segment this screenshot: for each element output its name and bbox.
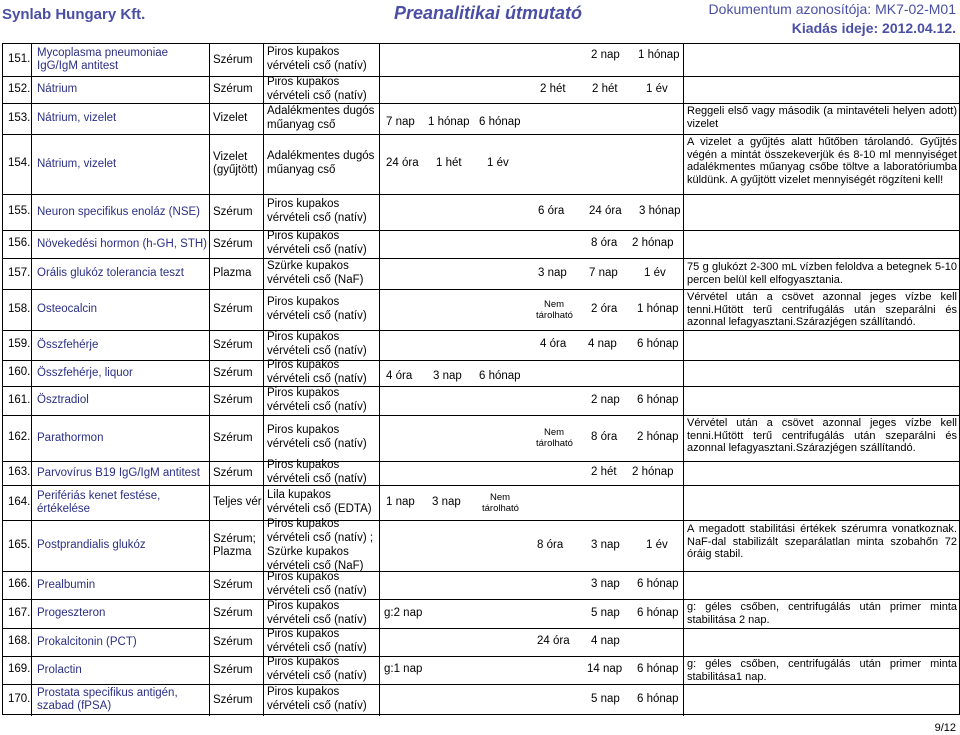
collection-tube: vérvételi cső (natív) [267, 212, 367, 224]
stability-value: 14 nap [587, 663, 623, 675]
stability-value: 3 nap [538, 266, 567, 279]
collection-tube: Piros kupakos [267, 295, 340, 308]
not-storable-label: tárolható [536, 309, 573, 321]
not-storable-label: Nem [544, 427, 565, 438]
test-name: Prostata specifikus antigén, [37, 687, 178, 699]
test-name: Prokalcitonin (PCT) [37, 635, 137, 648]
row-number: 165. [8, 538, 31, 551]
stability-value: 2 hónap [632, 237, 674, 249]
collection-tube: Adalékmentes dugós [267, 150, 375, 162]
test-name: Prealbumin [37, 578, 96, 591]
stability-value: 2 hét [591, 466, 617, 478]
stability-value: 2 hét [540, 82, 566, 95]
stability-value: 4 nap [588, 338, 617, 350]
test-name: Összfehérje [37, 338, 99, 351]
stability-value: 4 óra [540, 338, 567, 350]
stability-value: 24 óra [589, 205, 622, 217]
collection-tube: Piros kupakos [267, 198, 340, 210]
stability-value: 2 hónap [637, 431, 679, 443]
stability-value: 1 év [646, 82, 668, 95]
collection-tube: vérvételi cső (natív) [267, 89, 367, 102]
stability-value: 24 óra [386, 157, 419, 169]
not-storable-label: tárolható [482, 502, 519, 514]
collection-tube: Piros kupakos [267, 571, 340, 583]
stability-value: 6 hónap [479, 370, 521, 382]
row-divider [3, 628, 960, 629]
stability-value: 1 nap [386, 495, 415, 508]
document-title: Preanalitikai útmutató [394, 3, 583, 23]
sample-material: Plazma [213, 267, 252, 279]
sample-material: Szérum; [213, 532, 256, 545]
sample-material: Szérum [213, 635, 253, 648]
sample-material: Szérum [213, 607, 253, 619]
sample-note: A vizelet a gyűjtés alatt hűtőben tárolandó. Gyűjtés végén a mintát összekeverjük és 8-10 ml mennyiséget adalékmentes műanyag csőbe töltve a laboratóriumba küldünk. A gyűjtött vizelet mennyiségét rögzíteni kell! [687, 136, 957, 186]
collection-tube: vérvételi cső (natív) [267, 345, 367, 357]
stability-value: 3 nap [433, 370, 462, 382]
stability-value: 1 év [487, 157, 509, 169]
row-number: 169. [8, 663, 31, 675]
collection-tube: vérvételi cső (natív) [267, 60, 367, 72]
collection-tube: Piros kupakos [267, 459, 340, 471]
test-name: IgG/IgM antitest [37, 60, 119, 72]
sample-material: Szérum [213, 237, 253, 250]
collection-tube: Piros kupakos [267, 230, 340, 242]
sample-material: Szérum [213, 394, 253, 406]
collection-tube: Piros kupakos [267, 424, 340, 436]
collection-tube: Piros kupakos [267, 656, 340, 668]
row-divider [3, 520, 960, 521]
test-name: Osteocalcin [37, 303, 98, 315]
test-name: szabad (fPSA) [37, 700, 112, 712]
row-number: 155. [8, 205, 31, 217]
row-divider [3, 386, 960, 387]
company-name: Synlab Hungary Kft. [2, 6, 146, 23]
stability-value: 8 óra [537, 538, 564, 551]
test-name: Orális glukóz tolerancia teszt [37, 267, 185, 279]
collection-tube: Piros kupakos [267, 686, 340, 698]
collection-tube: vérvételi cső (NaF) [267, 559, 364, 572]
row-number: 158. [8, 302, 31, 315]
row-divider [3, 656, 960, 657]
collection-tube: Adalékmentes dugós [267, 104, 375, 117]
document-id: Dokumentum azonosítója: MK7-02-M01 [708, 1, 956, 17]
row-number: 163. [8, 466, 31, 478]
test-name: Parathormon [37, 431, 104, 444]
row-number: 166. [8, 578, 31, 590]
test-name: Progeszteron [37, 607, 106, 619]
collection-tube: vérvételi cső (natív) [267, 244, 367, 256]
sample-material: Vizelet [213, 112, 248, 124]
row-number: 161. [8, 393, 31, 406]
page-header [0, 0, 960, 42]
row-number: 152. [8, 82, 31, 95]
row-divider [3, 571, 960, 572]
stability-value: 4 nap [591, 635, 620, 647]
stability-value: 6 hónap [479, 115, 521, 128]
not-storable-label: Nem [490, 491, 511, 503]
sample-material: Szérum [213, 663, 253, 676]
row-divider [3, 76, 960, 77]
sample-material: Szérum [213, 578, 253, 591]
row-number: 154. [8, 157, 31, 169]
stability-value: 1 hónap [428, 115, 470, 128]
sample-note: Vérvétel után a csövet azonnal jeges vízbe kell tenni.Hűtött terű centrifugálás után szeparálni és azonnal lefagyasztani.Szárazjégen szállítandó. [687, 291, 957, 328]
collection-tube: vérvételi cső (natív) ; [267, 531, 374, 544]
stability-value: 7 nap [386, 115, 415, 128]
stability-value: 2 óra [591, 302, 618, 315]
collection-tube: vérvételi cső (natív) [267, 309, 367, 322]
collection-tube: Lila kupakos [267, 488, 331, 501]
stability-value: 1 hét [436, 157, 462, 169]
row-divider [3, 360, 960, 361]
row-number: 153. [8, 111, 31, 124]
row-divider [3, 684, 960, 685]
issue-date: Kiadás ideje: 2012.04.12. [791, 20, 956, 36]
row-divider [3, 599, 960, 600]
stability-value: 3 nap [591, 578, 620, 590]
collection-tube: vérvételi cső (natív) [267, 670, 367, 682]
sample-material: Szérum [213, 53, 253, 66]
sample-material: Szérum [213, 693, 253, 706]
stability-value: 24 óra [537, 635, 570, 647]
sample-material: Szérum [213, 303, 253, 315]
sample-note: g: géles csőben, centrifugálás után primer minta stabilitása 2 nap. [687, 601, 957, 626]
row-number: 151. [8, 53, 31, 65]
stability-value: 6 hónap [637, 606, 679, 619]
stability-value: g:2 nap [384, 606, 423, 619]
stability-value: 3 nap [432, 495, 461, 508]
collection-tube: Piros kupakos [267, 628, 340, 640]
collection-tube: vérvételi cső (natív) [267, 613, 367, 626]
sample-note: A megadott stabilitási értékek szérumra vonatkoznak. NaF-dal stabilizált szeparálatlan minta szobahőn 72 óráig stabil. [687, 523, 957, 560]
test-name: Perifériás kenet festése, [37, 489, 161, 502]
collection-tube: vérvételi cső (natív) [267, 400, 367, 413]
stability-value: 2 hét [592, 82, 618, 95]
sample-note: 75 g glukózt 2-300 mL vízben feloldva a betegnek 5-10 percen belül kell elfogyasztania. [687, 261, 957, 286]
row-number: 156. [8, 237, 31, 249]
stability-value: 8 óra [591, 237, 618, 249]
stability-value: 7 nap [589, 266, 618, 279]
sample-material: Szérum [213, 205, 253, 218]
row-divider [3, 330, 960, 331]
stability-value: 1 hónap [637, 302, 679, 315]
collection-tube: Piros kupakos [267, 386, 340, 399]
test-name: Ösztradiol [37, 394, 89, 406]
stability-value: 2 hónap [632, 466, 674, 478]
stability-value: 1 hónap [638, 49, 680, 61]
stability-value: 3 hónap [639, 205, 681, 217]
not-storable-label: Nem [544, 298, 565, 310]
row-number: 164. [8, 495, 31, 508]
row-divider [3, 134, 960, 135]
collection-tube: vérvételi cső (NaF) [267, 273, 364, 286]
stability-value: 5 nap [591, 693, 620, 705]
test-name: Összfehérje, liquor [37, 366, 133, 379]
test-name: Postprandialis glukóz [37, 539, 146, 551]
stability-value: 2 nap [591, 49, 620, 61]
row-number: 170. [8, 693, 31, 705]
collection-tube: Piros kupakos [267, 331, 340, 343]
sample-note: g: géles csőben, centrifugálás után primer minta stabilitása1 nap. [687, 658, 957, 683]
collection-tube: Piros kupakos [267, 517, 340, 530]
test-name: Nátrium, vizelet [37, 157, 117, 170]
collection-tube: Piros kupakos [267, 359, 340, 371]
stability-value: 5 nap [591, 606, 620, 619]
stability-value: 6 hónap [637, 578, 679, 590]
row-divider [3, 258, 960, 259]
stability-value: 8 óra [591, 431, 618, 443]
column-divider [683, 44, 684, 716]
stability-value: 1 év [644, 266, 666, 279]
row-number: 157. [8, 266, 31, 279]
stability-value: 6 hónap [637, 663, 679, 675]
column-divider [379, 44, 380, 716]
collection-tube: vérvételi cső (natív) [267, 585, 367, 597]
row-number: 167. [8, 606, 31, 619]
row-number: 168. [8, 635, 31, 647]
row-divider [3, 194, 960, 195]
sample-material: Szérum [213, 366, 253, 379]
test-name: értékelése [37, 502, 91, 515]
test-name: Prolactin [37, 663, 82, 676]
collection-tube: vérvételi cső (natív) [267, 700, 367, 712]
collection-tube: Piros kupakos [267, 599, 340, 612]
sample-material: Plazma [213, 545, 252, 558]
sample-material: Szérum [213, 466, 253, 479]
row-divider [3, 289, 960, 290]
row-divider [3, 103, 960, 104]
sample-material: (gyűjtött) [213, 164, 258, 176]
test-name: Nátrium, vizelet [37, 112, 117, 124]
sample-material: Szérum [213, 431, 253, 444]
sample-material: Vizelet [213, 151, 248, 163]
row-number: 162. [8, 431, 31, 443]
column-divider [209, 44, 210, 716]
collection-tube: vérvételi cső (natív) [267, 438, 367, 450]
sample-note: Vérvétel után a csövet azonnal jeges vízbe kell tenni.Hűtött terű centrifugálás után szeparálni és azonnal lefagyasztani.Szárazjégen szállítandó. [687, 417, 957, 454]
sample-material: Szérum [213, 83, 253, 95]
row-divider [3, 485, 960, 486]
row-number: 159. [8, 338, 31, 350]
test-name: Nátrium [37, 83, 78, 95]
collection-tube: vérvételi cső (natív) [267, 473, 367, 485]
page-number: 9/12 [934, 722, 956, 734]
collection-tube: vérvételi cső (natív) [267, 373, 367, 385]
collection-tube: műanyag cső [267, 164, 336, 176]
test-name: Neuron specifikus enoláz (NSE) [37, 205, 200, 218]
collection-tube: Piros kupakos [267, 75, 340, 88]
collection-tube: vérvételi cső (natív) [267, 642, 367, 654]
test-name: Parvovírus B19 IgG/IgM antitest [37, 466, 200, 479]
stability-value: 3 nap [591, 538, 620, 551]
stability-value: 6 hónap [637, 693, 679, 705]
stability-value: 6 hónap [637, 338, 679, 350]
collection-tube: Szürke kupakos [267, 545, 349, 558]
stability-value: 1 év [646, 538, 668, 551]
row-number: 160. [8, 366, 31, 378]
row-divider [3, 230, 960, 231]
stability-value: 6 óra [538, 205, 565, 217]
stability-value: 2 nap [591, 393, 620, 406]
preanalytics-table [2, 43, 960, 715]
column-divider [31, 44, 32, 716]
stability-value: 6 hónap [637, 393, 679, 406]
test-name: Növekedési hormon (h-GH, STH) [37, 237, 207, 250]
column-divider [263, 44, 264, 716]
collection-tube: Szürke kupakos [267, 259, 349, 272]
collection-tube: műanyag cső [267, 118, 336, 131]
collection-tube: Piros kupakos [267, 46, 340, 58]
sample-material: Teljes vér [213, 496, 262, 508]
row-divider [3, 461, 960, 462]
test-name: Mycoplasma pneumoniae [37, 47, 169, 59]
not-storable-label: tárolható [536, 438, 573, 449]
stability-value: g:1 nap [384, 663, 423, 675]
row-divider [3, 415, 960, 416]
sample-material: Szérum [213, 338, 253, 351]
stability-value: 4 óra [386, 370, 413, 382]
collection-tube: vérvételi cső (EDTA) [267, 502, 372, 515]
sample-note: Reggeli első vagy második (a mintavételi helyen adott) vizelet [687, 105, 957, 130]
